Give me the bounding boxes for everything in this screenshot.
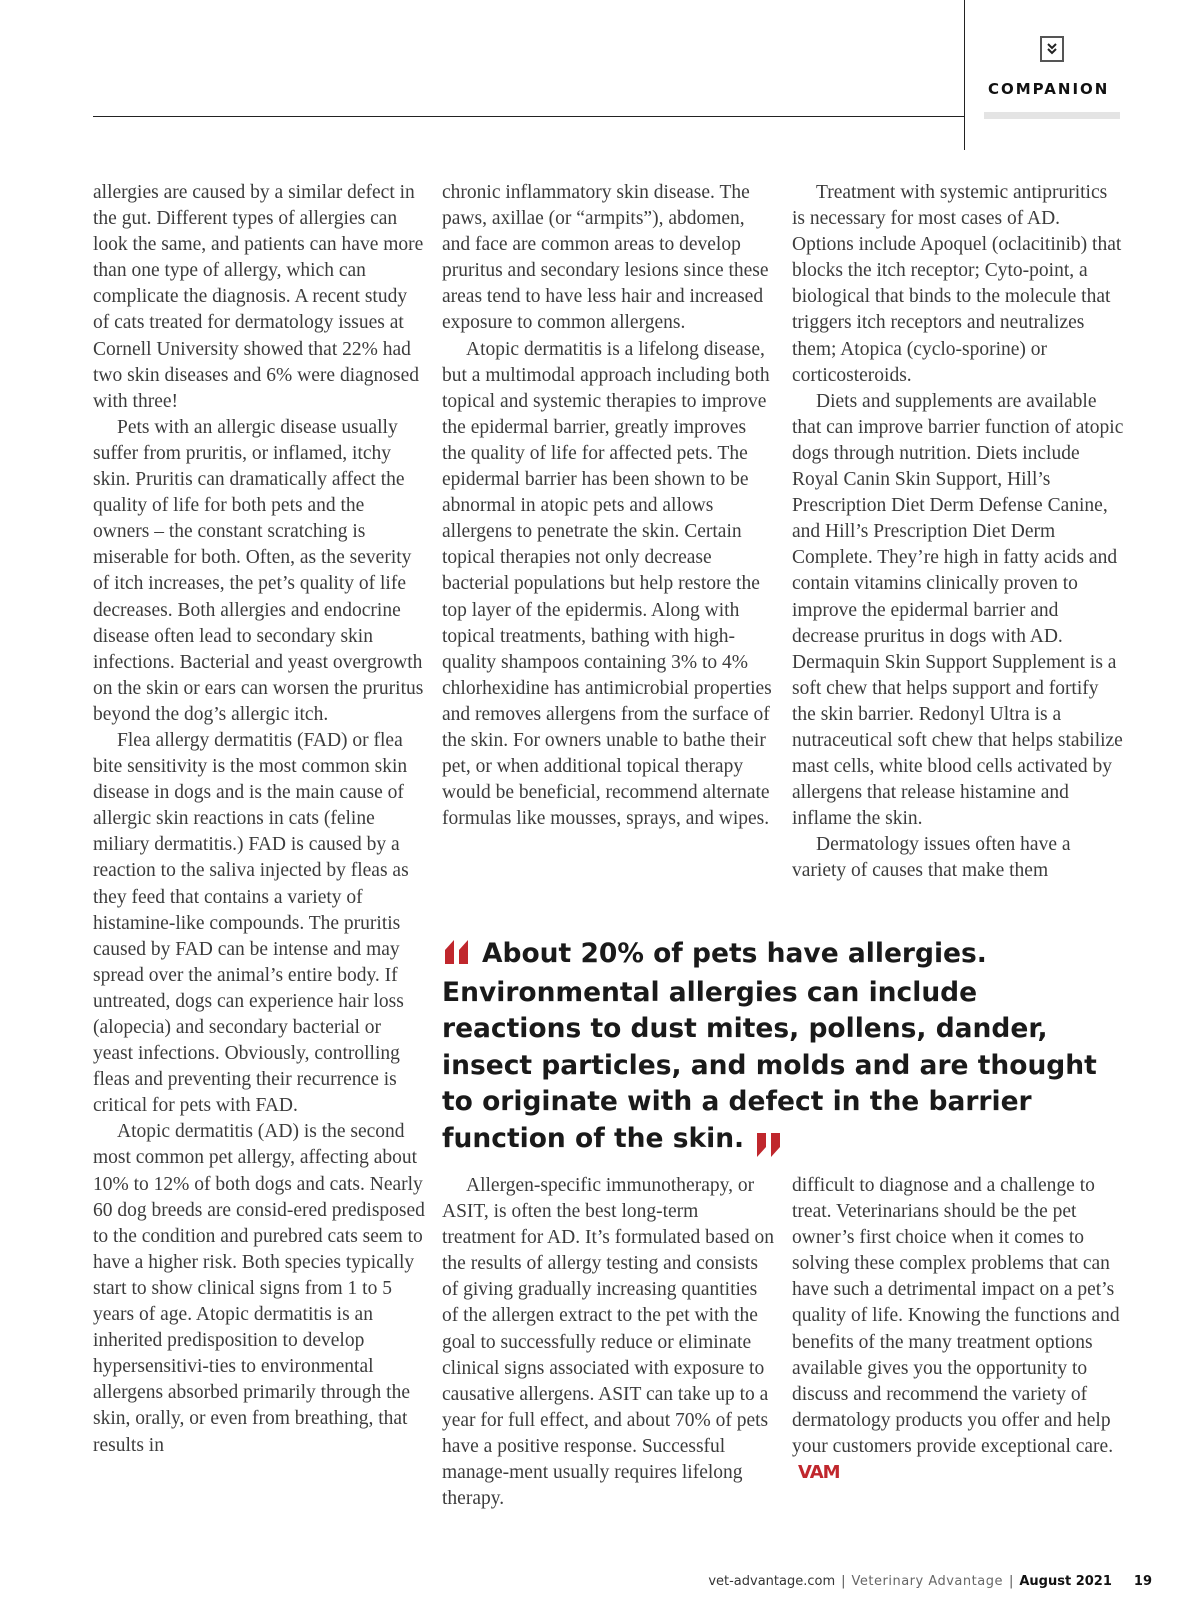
paragraph [792, 1173, 1124, 1486]
article-column-2 [442, 180, 774, 832]
page-number: 19 [1133, 1574, 1152, 1589]
header-vertical-rule [964, 0, 965, 150]
double-chevron-down-icon [1040, 36, 1064, 62]
article-column-3-bottom [792, 1173, 1124, 1486]
paragraph: Atopic dermatitis is a lifelong disease, but a multimodal approach including both topical and systemic therapies to improve the epidermal barrier, greatly improves the quality of life for affected pets. The epidermal barrier has been shown to be abnormal in atopic pets and allows allergens to penetrate the skin. Certain topical therapies not only decrease bacterial populations but help restore the top layer of the epidermis. Along with topical treatments, bathing with high-quality shampoos containing 3% to 4% chlorhexidine has antimicrobial properties and removes allergens from the surface of the skin. For owners unable to bathe their pet, or when additional topical therapy would be beneficial, recommend alternate formulas like mousses, sprays, and wipes. [442, 338, 772, 830]
vam-end-logo: VAM [798, 1462, 840, 1484]
article-column-1 [93, 180, 425, 1459]
pull-quote-text: About 20% of pets have allergies. Environmental allergies can include reactions to dust mites, pollens, dander, insect particles, and molds and are thought to originate with a defect in the barrier function of the skin. [442, 938, 1097, 1154]
open-quote-icon [442, 938, 472, 975]
footer-issue: August 2021 [1019, 1574, 1112, 1589]
paragraph: Atopic dermatitis (AD) is the second most common pet allergy, affecting about 10% to 12% of both dogs and cats. Nearly 60 dog breeds are consid-ered predisposed to the condition and purebred cats seem to have a higher risk. Both species typically start to show clinical signs from 1 to 5 years of age. Atopic dermatitis is an inherited predisposition to develop hypersensitivi-ties to environmental allergens absorbed primarily through the skin, orally, or even from breathing, that results in [93, 1121, 425, 1456]
close-quote-icon [754, 1131, 784, 1168]
section-label: COMPANION [988, 80, 1110, 98]
paragraph: Flea allergy dermatitis (FAD) or flea bite sensitivity is the most common skin disease in dogs and is the main cause of allergic skin reactions in cats (feline miliary dermatitis.) FAD is caused by a reaction to the saliva injected by fleas as they feed that contains a variety of histamine-like compounds. The pruritis caused by FAD can be intense and may spread over the animal’s entire body. If untreated, dogs can experience hair loss (alopecia) and secondary bacterial or yeast infections. Obviously, controlling fleas and preventing their recurrence is critical for pets with FAD. [93, 729, 409, 1117]
pull-quote [442, 936, 1122, 1167]
header-rule [93, 116, 965, 117]
footer-separator: | [841, 1574, 846, 1589]
page-footer [708, 1574, 1152, 1589]
footer-separator: | [1008, 1574, 1014, 1589]
paragraph: Pets with an allergic disease usually suffer from pruritis, or inflamed, itchy skin. Pruritis can dramatically affect the quality of life for both pets and the owners – the constant scratching is miserable for both. Often, as the severity of itch increases, the pet’s quality of life decreases. Both allergies and endocrine disease often lead to secondary skin infections. Bacterial and yeast overgrowth on the skin or ears can worsen the pruritus beyond the dog’s allergic itch. [93, 416, 424, 725]
closing-paragraph-text: difficult to diagnose and a challenge to treat. Veterinarians should be the pet owner’s first choice when it comes to solving these complex problems that can have such a detrimental impact on a pet’s quality of life. Knowing the functions and benefits of the many treatment options available gives you the opportunity to discuss and recommend the variety of dermatology products you offer and help your customers provide exceptional care. [792, 1175, 1120, 1457]
article-column-2-bottom [442, 1173, 774, 1512]
footer-site: vet-advantage.com [708, 1574, 836, 1589]
paragraph: chronic inflammatory skin disease. The paws, axillae (or “armpits”), abdomen, and face are common areas to develop pruritus and secondary lesions since these areas tend to have less hair and increased exposure to common allergens. [442, 182, 769, 334]
paragraph: Diets and supplements are available that can improve barrier function of atopic dogs through nutrition. Diets include Royal Canin Skin Support, Hill’s Prescription Diet Derm Defense Canine, and Hill’s Prescription Diet Derm Complete. They’re high in fatty acids and contain vitamins clinically proven to improve the epidermal barrier and decrease pruritus in dogs with AD. Dermaquin Skin Support Supplement is a soft chew that helps support and fortify the skin barrier. Redonyl Ultra is a nutraceutical soft chew that helps stabilize mast cells, white blood cells activated by allergens that release histamine and inflame the skin. [792, 390, 1124, 830]
paragraph: Treatment with systemic antipruritics is necessary for most cases of AD. Options include Apoquel (oclacitinib) that blocks the itch receptor; Cyto-point, a biological that binds to the molecule that triggers itch receptors and neutralizes them; Atopica (cyclo-sporine) or corticosteroids. [792, 182, 1122, 386]
section-underline [984, 112, 1120, 119]
article-column-3 [792, 180, 1124, 885]
footer-journal: Veterinary Advantage [851, 1574, 1003, 1589]
paragraph: Allergen-specific immunotherapy, or ASIT, is often the best long-term treatment for AD. It’s formulated based on the results of allergy testing and consists of giving gradually increasing quantities of the allergen extract to the pet with the goal to successfully reduce or eliminate clinical signs associated with exposure to causative allergens. ASIT can take up to a year for full effect, and about 70% of pets have a positive response. Successful manage-ment usually requires lifelong therapy. [442, 1175, 774, 1510]
paragraph: Dermatology issues often have a variety of causes that make them [792, 834, 1071, 882]
paragraph: allergies are caused by a similar defect in the gut. Different types of allergies can look the same, and patients can have more than one type of allergy, which can complicate the diagnosis. A recent study of cats treated for dermatology issues at Cornell University showed that 22% had two skin diseases and 6% were diagnosed with three! [93, 182, 424, 412]
